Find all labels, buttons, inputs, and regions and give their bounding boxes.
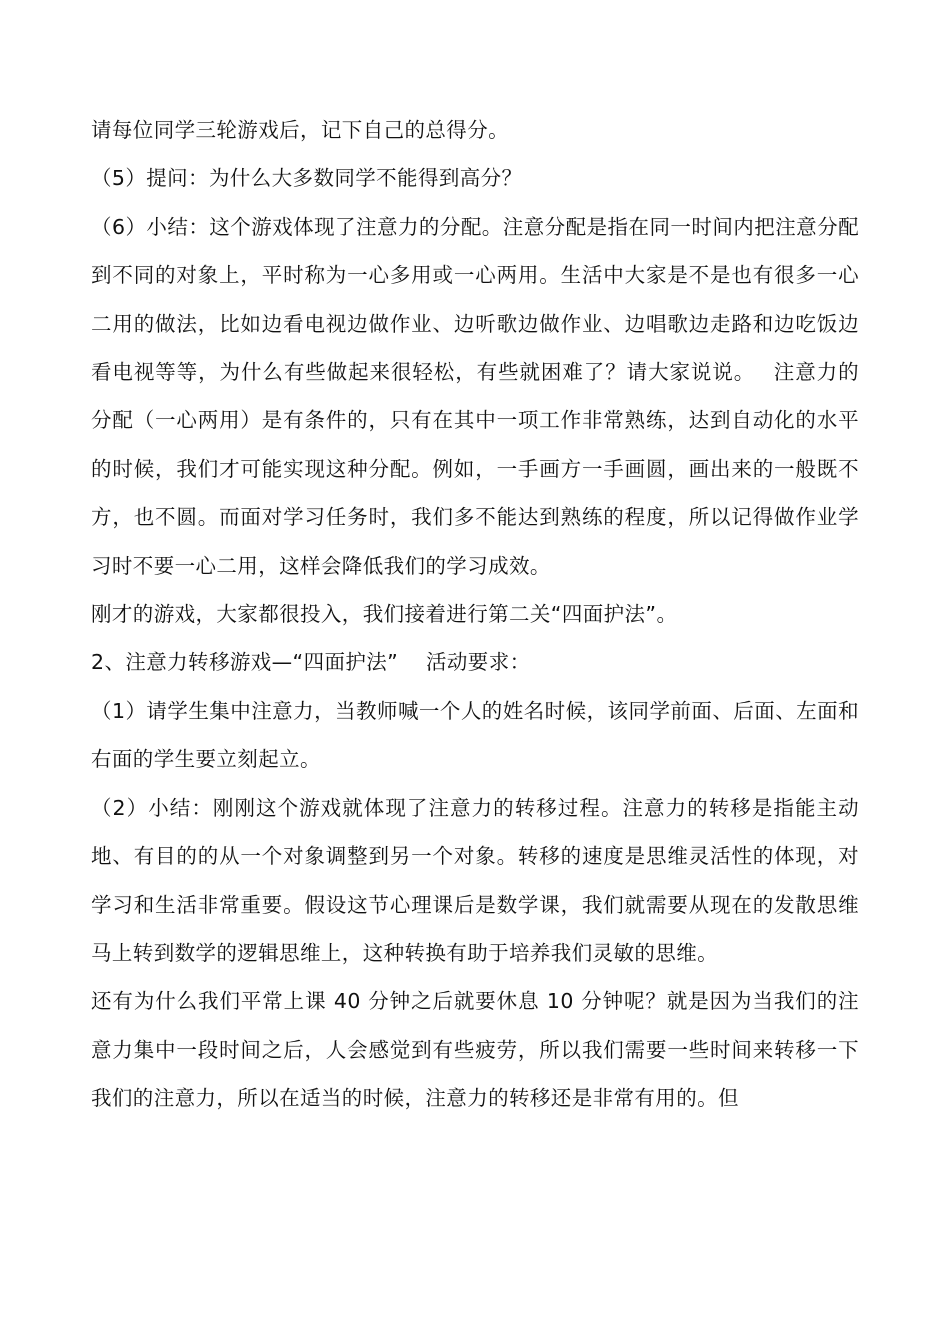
paragraph-rest-break: 还有为什么我们平常上课 40 分钟之后就要休息 10 分钟呢？就是因为当我们的注意力集中一段时间之后，人会感觉到有些疲劳，所以我们需要一些时间来转移一下我们的注意力，所以在适当的时候，注意力的转移还是非常有用的。但 — [91, 989, 859, 1111]
paragraph-game-2-heading: 2、注意力转移游戏—“四面护法” 活动要求： — [91, 650, 531, 675]
paragraph-game-score: 请每位同学三轮游戏后，记下自己的总得分。 — [91, 118, 509, 142]
paragraph-transition: 刚才的游戏，大家都很投入，我们接着进行第二关“四面护法”。 — [91, 602, 678, 627]
paragraph-question-5: （5）提问：为什么大多数同学不能得到高分？ — [91, 166, 523, 191]
paragraph-summary-6: （6）小结：这个游戏体现了注意力的分配。注意分配是指在同一时间内把注意分配到不同的对象上，平时称为一心多用或一心两用。生活中大家是不是也有很多一心二用的做法，比如边看电视边做作业、边听歌边做作业、边唱歌边走路和边吃饭边看电视等等，为什么有些做起来很轻松，有些就困难了？请大家说说。 注意力的分配（一心两用）是有条件的，只有在其中一项工作非常熟练，达到自动化的水平的时候，我们才可能实现这种分配。例如，一手画方一手画圆，画出来的一般既不方，也不圆。而面对学习任务时，我们多不能达到熟练的程度，所以记得做作业学习时不要一心二用，这样会降低我们的学习成效。 — [91, 214, 859, 578]
document-body — [91, 106, 859, 1123]
paragraph-summary-2: （2）小结：刚刚这个游戏就体现了注意力的转移过程。注意力的转移是指能主动地、有目的的从一个对象调整到另一个对象。转移的速度是思维灵活性的体现，对学习和生活非常重要。假设这节心理课后是数学课，我们就需要从现在的发散思维马上转到数学的逻辑思维上，这种转换有助于培养我们灵敏的思维。 — [91, 795, 859, 965]
paragraph-rule-1: （1）请学生集中注意力，当教师喊一个人的姓名时候，该同学前面、后面、左面和右面的学生要立刻起立。 — [91, 698, 859, 772]
